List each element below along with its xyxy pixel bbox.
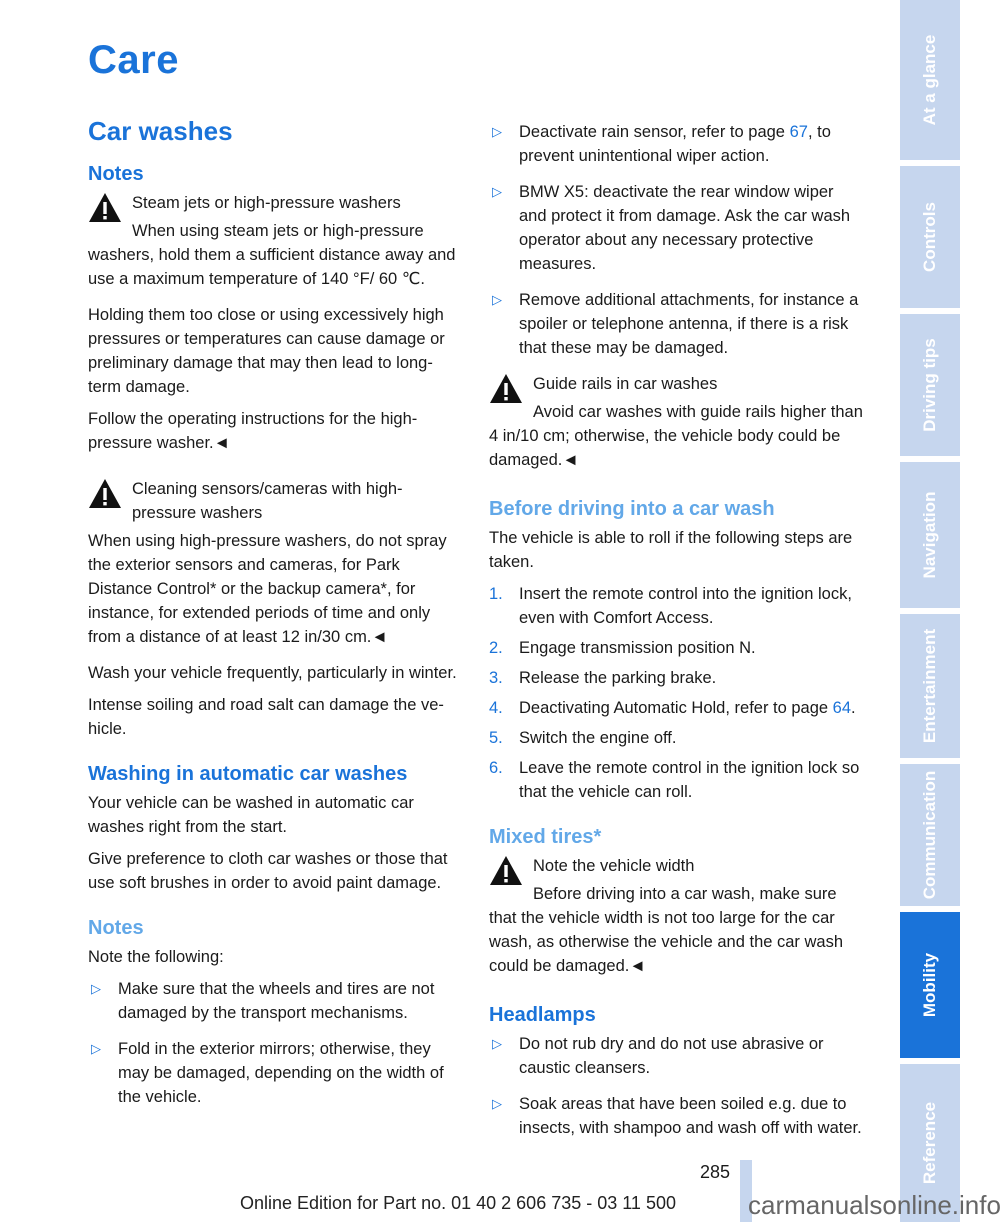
tab-communication[interactable]: Communication: [900, 764, 960, 906]
bullet-list: [489, 1032, 863, 1140]
tab-entertainment[interactable]: Entertainment: [900, 614, 960, 758]
triangle-bullet-icon: ▷: [492, 292, 502, 307]
warning-triangle-icon: [489, 854, 523, 888]
warning-title: Cleaning sensors/cameras with high-pressure washers: [132, 480, 403, 522]
bullet-list: [489, 120, 863, 360]
tab-navigation[interactable]: Navigation: [900, 462, 960, 608]
warning-guide-rails: [489, 372, 863, 472]
paragraph: Give preference to cloth car washes or those that use soft brushes in order to avoid paint damage.: [88, 850, 448, 892]
warning-triangle-icon: [489, 372, 523, 406]
triangle-bullet-icon: ▷: [91, 1041, 101, 1056]
triangle-bullet-icon: ▷: [492, 1036, 502, 1051]
list-item: ▷ BMW X5: deactivate the rear window wiper and protect it from damage. Ask the car wash operator about any necessary protective measures.: [489, 180, 863, 276]
list-item: 6. Leave the remote control in the ignition lock so that the vehicle can roll.: [489, 759, 860, 801]
triangle-bullet-icon: ▷: [492, 124, 502, 139]
paragraph: Note the following:: [88, 948, 224, 966]
tab-at-a-glance[interactable]: At a glance: [900, 0, 960, 160]
heading-notes: Notes: [88, 163, 144, 185]
tab-controls[interactable]: Controls: [900, 166, 960, 308]
list-item: ▷ Deactivate rain sensor, refer to page 67, to prevent unintentional wiper action.: [489, 120, 863, 168]
paragraph: Follow the operating instructions for the high-pressure washer.◄: [88, 410, 418, 452]
chapter-tabs: [900, 0, 960, 1222]
list-item: ▷ Make sure that the wheels and tires are not damaged by the transport mechanisms.: [88, 977, 462, 1025]
tab-reference[interactable]: Reference: [900, 1064, 960, 1222]
warning-body: Avoid car washes with guide rails higher than 4 in/10 cm; otherwise, the vehicle body could be damaged.◄: [489, 403, 863, 469]
triangle-bullet-icon: ▷: [492, 184, 502, 199]
left-column: [88, 116, 462, 1121]
tab-mobility[interactable]: Mobility: [900, 912, 960, 1058]
warning-title: Guide rails in car washes: [533, 375, 718, 393]
list-item: 3. Release the parking brake.: [489, 669, 717, 687]
list-item: 4. Deactivating Automatic Hold, refer to page 64.: [489, 699, 856, 717]
footer-text: Online Edition for Part no. 01 40 2 606 735 - 03 11 500: [240, 1193, 676, 1213]
list-item: 2. Engage transmission position N.: [489, 639, 756, 657]
warning-triangle-icon: [88, 191, 122, 225]
warning-title: Note the vehicle width: [533, 857, 695, 875]
tab-driving-tips[interactable]: Driving tips: [900, 314, 960, 456]
page-link[interactable]: 64: [832, 699, 852, 717]
warning-body: Before driving into a car wash, make sure that the vehicle width is not too large for the car wash, as otherwise the vehicle and the car wash could be damaged.◄: [489, 885, 844, 975]
triangle-bullet-icon: ▷: [91, 981, 101, 996]
page-link[interactable]: 67: [789, 123, 808, 141]
heading-mixed-tires: Mixed tires*: [489, 826, 602, 848]
steps-list: [489, 582, 863, 804]
warning-triangle-icon: [88, 477, 122, 511]
heading-headlamps: Headlamps: [489, 1004, 596, 1026]
paragraph: Your vehicle can be washed in automatic car washes right from the start.: [88, 794, 414, 836]
warning-body: When using steam jets or high-pressure washers, hold them a sufficient distance away and use a maximum temperature of 140 °F/ 60 ℃.: [88, 222, 456, 288]
page-title: Care: [88, 38, 179, 82]
warning-steam-jets: [88, 191, 462, 291]
heading-automatic-car-washes: Washing in automatic car washes: [88, 763, 408, 785]
watermark: carmanualsonline.info: [748, 1190, 1001, 1220]
paragraph: Holding them too close or using excessively high pressures or temperatures can cause damage or preliminary damage that may then lead to long-term damage.: [88, 306, 445, 396]
warning-cleaning-sensors: [88, 477, 462, 649]
list-item: 1. Insert the remote control into the ignition lock, even with Comfort Access.: [489, 585, 852, 627]
triangle-bullet-icon: ▷: [492, 1096, 502, 1111]
paragraph: The vehicle is able to roll if the following steps are taken.: [489, 529, 853, 571]
list-item: 5. Switch the engine off.: [489, 729, 677, 747]
heading-before-car-wash: Before driving into a car wash: [489, 498, 775, 520]
list-item: ▷ Soak areas that have been soiled e.g. due to insects, with shampoo and wash off with water.: [489, 1092, 863, 1140]
page-number: 285: [700, 1162, 731, 1182]
paragraph: Wash your vehicle frequently, particularly in winter.: [88, 664, 457, 682]
list-item: ▷ Fold in the exterior mirrors; otherwise, they may be damaged, depending on the width of the vehicle.: [88, 1037, 462, 1109]
right-column: [489, 120, 863, 1152]
list-item: ▷ Remove additional attachments, for instance a spoiler or telephone antenna, if there is a risk that these may be damaged.: [489, 288, 863, 360]
warning-title: Steam jets or high-pressure washers: [132, 194, 401, 212]
heading-notes-secondary: Notes: [88, 917, 144, 939]
warning-vehicle-width: [489, 854, 863, 978]
heading-car-washes: Car washes: [88, 116, 233, 146]
list-item: ▷ Do not rub dry and do not use abrasive or caustic cleansers.: [489, 1032, 863, 1080]
paragraph: Intense soiling and road salt can damage the vehicle.: [88, 696, 444, 738]
bullet-list: [88, 977, 462, 1109]
warning-body: When using high-pressure washers, do not spray the exterior sensors and cameras, for Park Distance Control* or the backup camera*, for instance, for extended periods of time and only from a distance of at least 12 in/30 cm.◄: [88, 532, 447, 646]
